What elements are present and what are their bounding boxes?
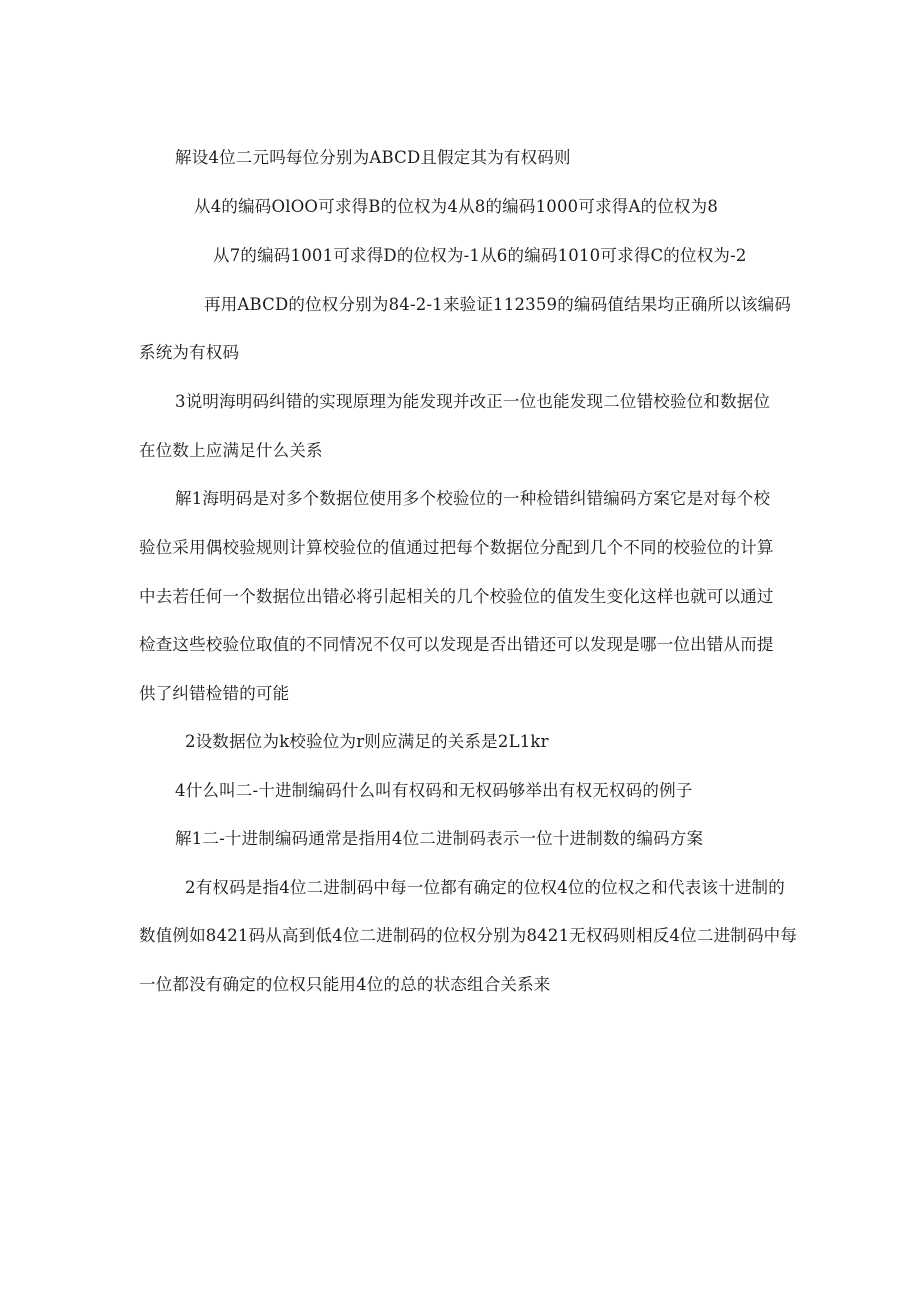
text-line-10: 中去若任何一个数据位出错必将引起相关的几个校验位的值发生变化这样也就可以通过 (139, 587, 774, 606)
text-line-12: 供了纠错检错的可能 (139, 684, 290, 703)
text-line-4: 再用ABCD的位权分别为84-2-1来验证112359的编码值结果均正确所以该编码 (204, 295, 792, 314)
text-line-16: 2有权码是指4位二进制码中每一位都有确定的位权4位的位权之和代表该十进制的 (185, 878, 785, 897)
text-line-8: 解1海明码是对多个数据位使用多个校验位的一种检错纠错编码方案它是对每个校 (175, 489, 771, 508)
text-line-6: 3说明海明码纠错的实现原理为能发现并改正一位也能发现二位错校验位和数据位 (175, 392, 771, 411)
text-line-11: 检查这些校验位取值的不同情况不仅可以发现是否出错还可以发现是哪一位出错从而提 (139, 635, 774, 654)
text-line-1: 解设4位二元吗每位分别为ABCD且假定其为有权码则 (175, 148, 571, 167)
text-line-9: 验位采用偶校验规则计算校验位的值通过把每个数据位分配到几个不同的校验位的计算 (139, 538, 774, 557)
text-line-14: 4什么叫二-十进制编码什么叫有权码和无权码够举出有权无权码的例子 (175, 781, 693, 800)
text-line-17: 数值例如8421码从高到低4位二进制码的位权分别为8421无权码则相反4位二进制码中每 (139, 926, 798, 945)
text-line-3: 从7的编码1001可求得D的位权为-1从6的编码1010可求得C的位权为-2 (213, 246, 747, 265)
text-line-18: 一位都没有确定的位权只能用4位的总的状态组合关系来 (139, 975, 551, 994)
text-line-15: 解1二-十进制编码通常是指用4位二进制码表示一位十进制数的编码方案 (175, 829, 704, 848)
text-line-2: 从4的编码OlOO可求得B的位权为4从8的编码1000可求得A的位权为8 (194, 197, 719, 216)
text-line-5: 系统为有权码 (139, 343, 240, 362)
text-line-7: 在位数上应满足什么关系 (139, 441, 323, 460)
text-line-13: 2设数据位为k校验位为r则应满足的关系是2L1kr (185, 732, 549, 751)
